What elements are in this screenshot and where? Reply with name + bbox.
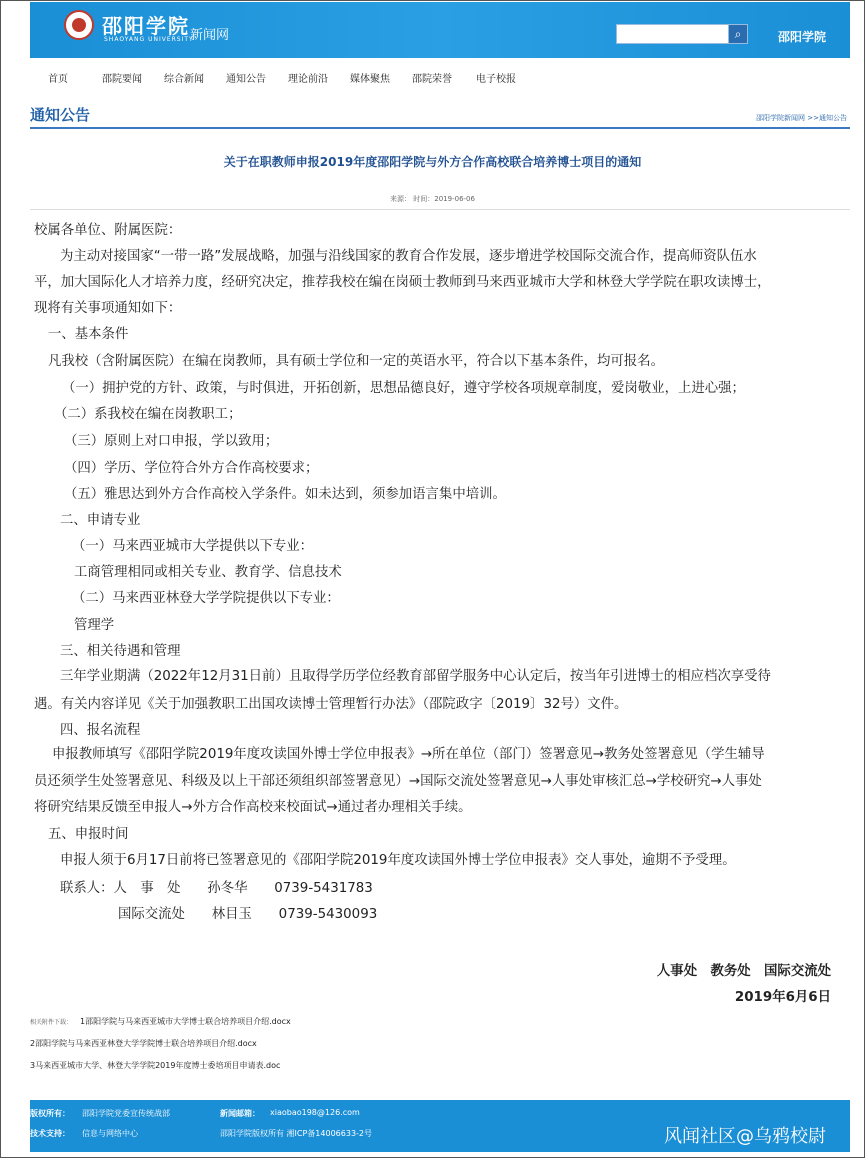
search-input[interactable] xyxy=(616,24,746,44)
article-line: （五）雅思达到外方合作高校入学条件。如未达到，须参加语言集中培训。 xyxy=(64,487,506,502)
section-divider xyxy=(30,127,850,129)
article-line: 现将有关事项通知如下： xyxy=(34,301,182,316)
nav-item-news[interactable]: 邵院要闻 xyxy=(102,74,142,85)
logo-english: SHAOYANG UNIVERSITY xyxy=(104,36,194,43)
university-seal-icon[interactable] xyxy=(64,10,94,40)
nav-item-home[interactable]: 首页 xyxy=(48,74,68,85)
article-line: （一）拥护党的方针、政策，与时俱进，开拓创新，思想品德良好，遵守学校各项规章制度，爱岗敬业，上进心强； xyxy=(62,381,745,396)
article-line: 将研究结果反馈至申报人→外方合作高校来校面试→通过者办理相关手续。 xyxy=(34,800,472,815)
article-line: 五、申报时间 xyxy=(48,827,129,842)
article-line: （四）学历、学位符合外方合作高校要求； xyxy=(64,461,319,476)
article-line: 遇。有关内容详见《关于加强教职工出国攻读博士管理暂行办法》（邵院政字〔2019〕32号）文件。 xyxy=(34,697,628,712)
signature-date: 2019年6月6日 xyxy=(734,990,831,1005)
article-line: 管理学 xyxy=(74,618,115,633)
site-header xyxy=(30,2,850,58)
university-link[interactable]: 邵阳学院 xyxy=(778,30,827,44)
article-line: 申报人须于6月17日前将已签署意见的《邵阳学院2019年度攻读国外博士学位申报表》交人事处，逾期不予受理。 xyxy=(60,853,736,868)
article-line: （三）原则上对口申报，学以致用； xyxy=(64,434,279,449)
article-line: 四、报名流程 xyxy=(60,723,141,738)
article-line: 凡我校（含附属医院）在编在岗教师，具有硕士学位和一定的英语水平，符合以下基本条件，均可报名。 xyxy=(48,354,664,369)
article-line: 二、申请专业 xyxy=(60,513,141,528)
article-line: 平，加大国际化人才培养力度，经研究决定，推荐我校在编在岗硕士教师到马来西亚城市大学和林登大学学院在职攻读博士， xyxy=(34,275,771,290)
watermark: 风闻社区@乌鸦校尉 xyxy=(664,1126,826,1147)
footer-email[interactable]: xiaobao198@126.com xyxy=(270,1108,360,1117)
article-line: 国际交流处 林目玉 0739-5430093 xyxy=(118,907,378,922)
article-line: 一、基本条件 xyxy=(48,327,129,342)
nav-item-epaper[interactable]: 电子校报 xyxy=(476,74,516,85)
footer-copyright: 邵阳学院党委宣传统战部 xyxy=(82,1109,170,1118)
section-title: 通知公告 xyxy=(30,106,91,124)
footer-tech-label: 技术支持： xyxy=(30,1129,70,1138)
attachment-row xyxy=(30,1016,291,1027)
meta-divider xyxy=(30,209,850,210)
nav-item-notices[interactable]: 通知公告 xyxy=(226,74,266,85)
article-line: 三、相关待遇和管理 xyxy=(60,644,181,659)
article-line: 申报教师填写《邵阳学院2019年度攻读国外博士学位申报表》→所在单位（部门）签署意见→教务处签署意见（学生辅导 xyxy=(52,747,765,762)
attachments-label: 相关附件下载： xyxy=(30,1019,73,1026)
footer-icp[interactable]: 邵阳学院版权所有 湘ICP备14006633-2号 xyxy=(220,1129,373,1138)
nav-item-honors[interactable]: 邵院荣誉 xyxy=(412,74,452,85)
footer-email-label: 新闻邮箱： xyxy=(220,1109,260,1118)
signature-orgs: 人事处 教务处 国际交流处 xyxy=(656,964,831,979)
article-line: 员还须学生处签署意见、科级及以上干部还须组织部签署意见）→国际交流处签署意见→人事处审核汇总→学校研究→人事处 xyxy=(34,774,762,789)
nav-item-general[interactable]: 综合新闻 xyxy=(164,74,204,85)
article-line: （一）马来西亚城市大学提供以下专业： xyxy=(72,539,314,554)
breadcrumb[interactable]: 邵阳学院新闻网 >>通知公告 xyxy=(756,114,847,122)
search-icon[interactable]: ⌕ xyxy=(728,24,748,44)
attachment-link[interactable]: 1邵阳学院与马来西亚城市大学博士联合培养项目介绍.docx xyxy=(80,1017,291,1026)
article-meta: 来源： 时间：2019-06-06 xyxy=(390,195,475,203)
article-line: 工商管理相同或相关专业、教育学、信息技术 xyxy=(74,565,342,580)
article-line: 三年学业期满（2022年12月31日前）且取得学历学位经教育部留学服务中心认定后，按当年引进博士的相应档次享受待 xyxy=(60,669,771,684)
nav-item-media[interactable]: 媒体聚焦 xyxy=(350,74,390,85)
article-line: （二）系我校在编在岗教职工； xyxy=(54,407,242,422)
article-line: 校属各单位、附属医院： xyxy=(34,223,182,238)
article-line: 为主动对接国家“一带一路”发展战略，加强与沿线国家的教育合作发展，逐步增进学校国际交流合作，提高师资队伍水 xyxy=(60,249,757,264)
article-line: （二）马来西亚林登大学学院提供以下专业： xyxy=(72,591,340,606)
article-line: 联系人：人 事 处 孙冬华 0739-5431783 xyxy=(60,881,373,896)
footer-copyright-label: 版权所有： xyxy=(30,1109,70,1118)
footer-tech: 信息与网络中心 xyxy=(82,1129,138,1138)
nav-item-theory[interactable]: 理论前沿 xyxy=(288,74,328,85)
attachment-link[interactable]: 2邵阳学院与马来西亚林登大学学院博士联合培养项目介绍.docx xyxy=(30,1039,257,1048)
attachment-link[interactable]: 3马来西亚城市大学、林登大学学院2019年度博士委培项目申请表.doc xyxy=(30,1061,281,1070)
site-label: 新闻网 xyxy=(190,28,230,43)
logo-text[interactable]: 邵阳学院 xyxy=(102,14,190,38)
article-title: 关于在职教师申报2019年度邵阳学院与外方合作高校联合培养博士项目的通知 xyxy=(223,155,642,169)
main-nav xyxy=(30,70,850,90)
